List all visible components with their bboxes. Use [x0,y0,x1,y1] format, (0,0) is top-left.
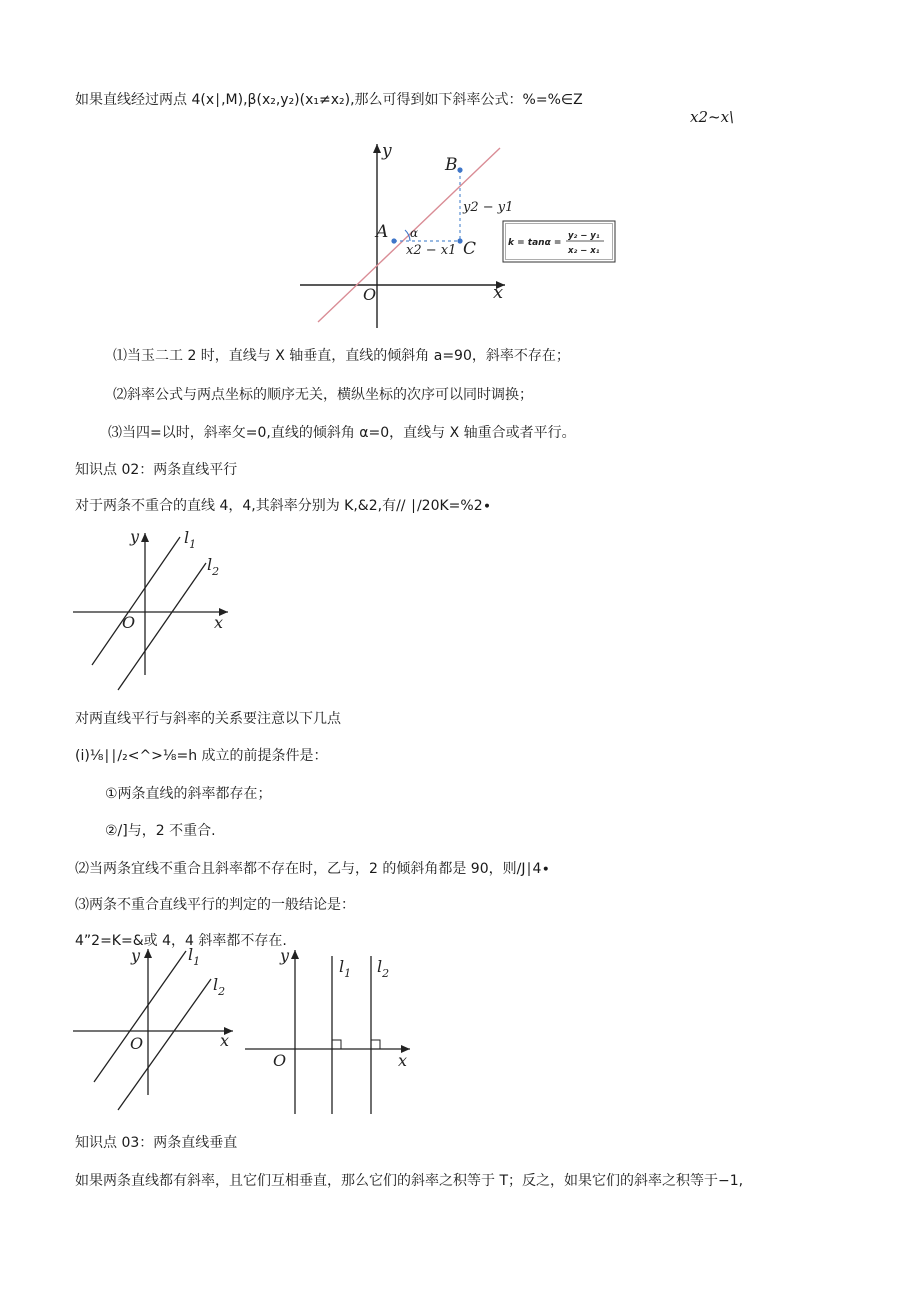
y-axis-arrow [373,144,381,153]
origin-label: O [273,1051,287,1070]
note-2: ⑵斜率公式与两点坐标的顺序无关，横纵坐标的次序可以同时调换； [113,387,533,403]
y-axis-label: y [131,946,141,965]
parallel-oblique-diagram [70,945,245,1120]
point-b [457,167,462,172]
origin-label: O [130,1034,144,1053]
formula-denominator: x₂ − x₁ [568,246,600,256]
formula-lhs: k = tanα = [508,238,562,248]
note-1: ⑴当玉二工 2 时，直线与 X 轴垂直，直线的倾斜角 a=90，斜率不存在； [113,348,570,364]
y-axis-label: y [130,527,140,546]
line-l1 [94,951,186,1082]
k02-item-1: (i)⅛∣∣∕₂<^>⅛=h 成立的前提条件是： [75,748,328,764]
l2-label: $l_2$ [207,555,220,578]
note-3: ⑶当四=以时，斜率攵=0,直线的倾斜角 α=0，直线与 X 轴重合或者平行。 [108,425,576,441]
x-axis-label: x [493,282,504,303]
slope-diagram [300,140,620,330]
right-angle-mark-2 [371,1040,380,1049]
l1-label: $l_1$ [188,945,201,968]
origin-label: O [122,613,136,632]
k02-after-figure: 对两直线平行与斜率的关系要注意以下几点 [75,711,341,727]
x-axis-label: x [214,613,224,632]
k02-conclusion: 4”2=K=&或 4，4 斜率都不存在. [75,933,287,949]
alpha-label: α [410,226,419,240]
l2-label: $l_2$ [377,957,390,980]
k03-text: 如果两条直线都有斜率，且它们互相垂直，那么它们的斜率之积等于 T；反之，如果它们的斜率之积等于−1, [75,1173,744,1189]
point-a-label: A [376,222,389,242]
point-a [391,238,396,243]
formula-denominator-fragment: x2~x\ [690,108,735,126]
vertical-diff-label: y2 − y1 [463,200,514,215]
k02-item-2: ⑵当两条宜线不重合且斜率都不存在时，乙与，2 的倾斜角都是 90，则∕J∣4∙ [75,861,551,877]
k02-intro: 对于两条不重合的直线 4，4,其斜率分别为 K,&2,有// ∣∕20K=%2∙ [75,498,492,514]
x-axis-label: x [220,1031,230,1050]
right-angle-mark-1 [332,1040,341,1049]
point-c [457,238,462,243]
parallel-lines-diagram [70,525,240,695]
l1-label: $l_1$ [339,957,352,980]
slope-formula-paragraph: 如果直线经过两点 4(x∣,M),β(x₂,y₂)(x₁≠x₂),那么可得到如下斜率公式：%=%∈Z [75,92,583,108]
horizontal-diff-label: x2 − x1 [406,243,457,258]
k02-sub-2: ②/]与，2 不重合. [105,823,216,839]
y-axis-label: y [382,141,392,161]
k02-heading: 知识点 02：两条直线平行 [75,462,238,478]
k03-heading: 知识点 03：两条直线垂直 [75,1135,238,1151]
point-b-label: B [445,155,458,175]
line-l1 [92,537,180,665]
k02-sub-1: ①两条直线的斜率都存在； [105,786,272,802]
k02-item-3: ⑶两条不重合直线平行的判定的一般结论是： [75,897,355,913]
x-axis-label: x [398,1051,408,1070]
l2-label: $l_2$ [213,975,226,998]
vertical-parallel-diagram [245,942,420,1120]
origin-label: O [363,285,377,304]
l1-label: $l_1$ [184,528,197,551]
formula-numerator: y₂ − y₁ [568,231,600,241]
point-c-label: C [463,239,477,259]
y-axis-label: y [280,946,290,965]
